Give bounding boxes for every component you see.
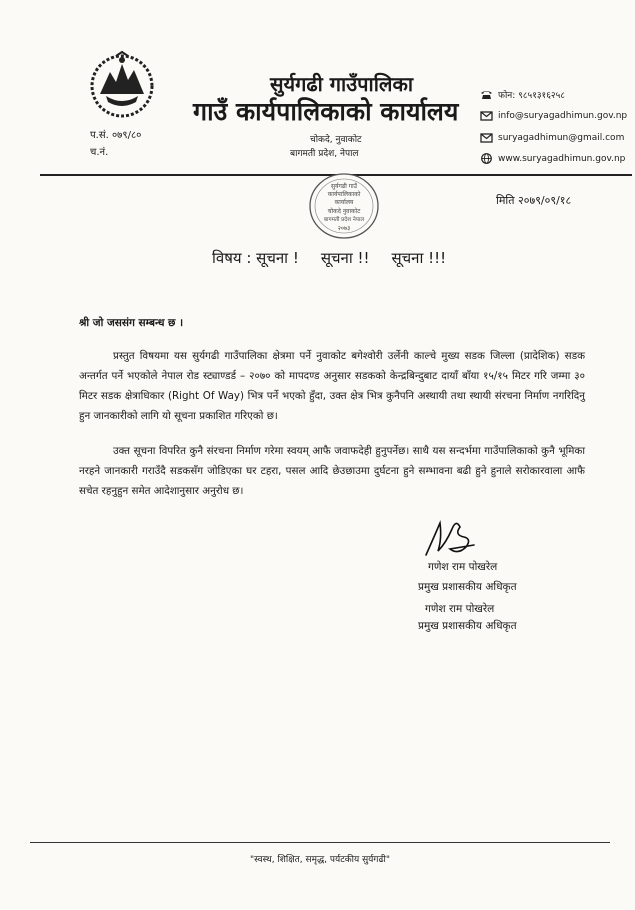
website-url[interactable]: www.suryagadhimun.gov.np — [498, 153, 626, 164]
nepal-emblem-icon — [86, 50, 158, 120]
stamp-line-4: चोकदे नुवाकोट — [327, 208, 361, 215]
office-title: गाउँ कार्यपालिकाको कार्यालय — [193, 97, 459, 126]
body-paragraph-2: उक्त सूचना विपरित कुनै संरचना निर्माण गरेमा स्वयम् आफै जवाफदेही हुनुपर्नेछ। साथै यस सन्दर्भमा गाउँपालिकाको कुनै भूमिका नरहने जानकारी गराउँदै सडकसँग जोडिएका घर टहरा, पसल आदि छेउछाउमा दुर्घटना हुने सम्भावना बढी हुने हुनाले सरोकारवाला आफै सचेत रहनुहुन समेत आदेशानुसार अनुरोध छ। — [79, 445, 585, 497]
stamp-line-3: कार्यालय — [334, 199, 354, 206]
contact-phone — [480, 88, 565, 101]
subject-line — [212, 248, 468, 268]
contact-website — [480, 153, 625, 164]
letter-date: मिति २०७९/०९/१८ — [496, 194, 572, 207]
globe-icon — [480, 153, 493, 164]
email-address-2[interactable]: suryagadhimun@gmail.com — [498, 132, 625, 143]
phone-icon — [480, 89, 493, 100]
email-icon — [480, 110, 493, 121]
signatory-name: गणेश राम पोखरेल — [428, 561, 498, 573]
signatory-stamp-name: गणेश राम पोखरेल — [425, 603, 495, 615]
footer-motto: "स्वस्थ, शिक्षित, समृद्ध, पर्यटकीय सुर्यगढी" — [250, 855, 391, 865]
signature-image — [420, 515, 480, 559]
stamp-line-5: बागमती प्रदेश नेपाल — [323, 217, 365, 223]
stamp-line-6: २०७३ — [337, 225, 351, 232]
phone-number: फोन: ९८५१३१६२५८ — [498, 91, 565, 101]
dispatch-number: च.नं. — [90, 147, 109, 158]
subject-label: विषय : सूचना ! — [212, 249, 299, 267]
body-paragraph-1: प्रस्तुत विषयमा यस सुर्यगढी गाउँपालिका क्षेत्रमा पर्ने नुवाकोट बगेश्वोरी उर्लेनी काल्चे मुख्य सडक जिल्ला (प्रादेशिक) सडक अन्तर्गत पर्ने भएकोले नेपाल रोड स्ट्याण्डर्ड – २०७० को मापदण्ड अनुसार सडकको केन्द्रबिन्दुबाट दायाँ बाँया १५/१५ मिटर गरि जम्मा ३० मिटर सडक क्षेत्राधिकार (Right Of Way) भित्र पर्ने भएको हुँदा, उक्त क्षेत्र भित्र कुनैपनि अस्थायी तथा स्थायी संरचना निर्माण नगरिदिनु हुन जानकारीको लागि यो सूचना प्रकाशित गरिएको छ। — [79, 350, 585, 422]
subject-repeat-3: सूचना !!! — [391, 249, 447, 267]
email-address-1[interactable]: info@suryagadhimun.gov.np — [498, 110, 628, 121]
signatory-stamp-title: प्रमुख प्रशासकीय अधिकृत — [418, 620, 517, 632]
stamp-line-2: कार्यपालिकाको — [327, 191, 361, 198]
reference-number: प.सं. ०७९/८० — [90, 130, 142, 141]
signatory-title: प्रमुख प्रशासकीय अधिकृत — [418, 581, 517, 593]
municipality-name: सुर्यगढी गाउँपालिका — [270, 72, 414, 96]
office-stamp — [305, 170, 383, 242]
contact-email-2 — [480, 132, 624, 143]
stamp-line-1: सुर्यगढी गाउँ — [331, 183, 357, 190]
address-line-1: चोकदे, नुवाकोट — [310, 135, 362, 145]
contact-email-1 — [480, 110, 627, 121]
address-line-2: बागमती प्रदेश, नेपाल — [290, 149, 359, 159]
footer-divider — [30, 842, 610, 843]
salutation: श्री जो जससंग सम्बन्ध छ । — [79, 317, 184, 329]
subject-repeat-2: सूचना !! — [320, 249, 370, 267]
email-icon — [480, 132, 493, 143]
